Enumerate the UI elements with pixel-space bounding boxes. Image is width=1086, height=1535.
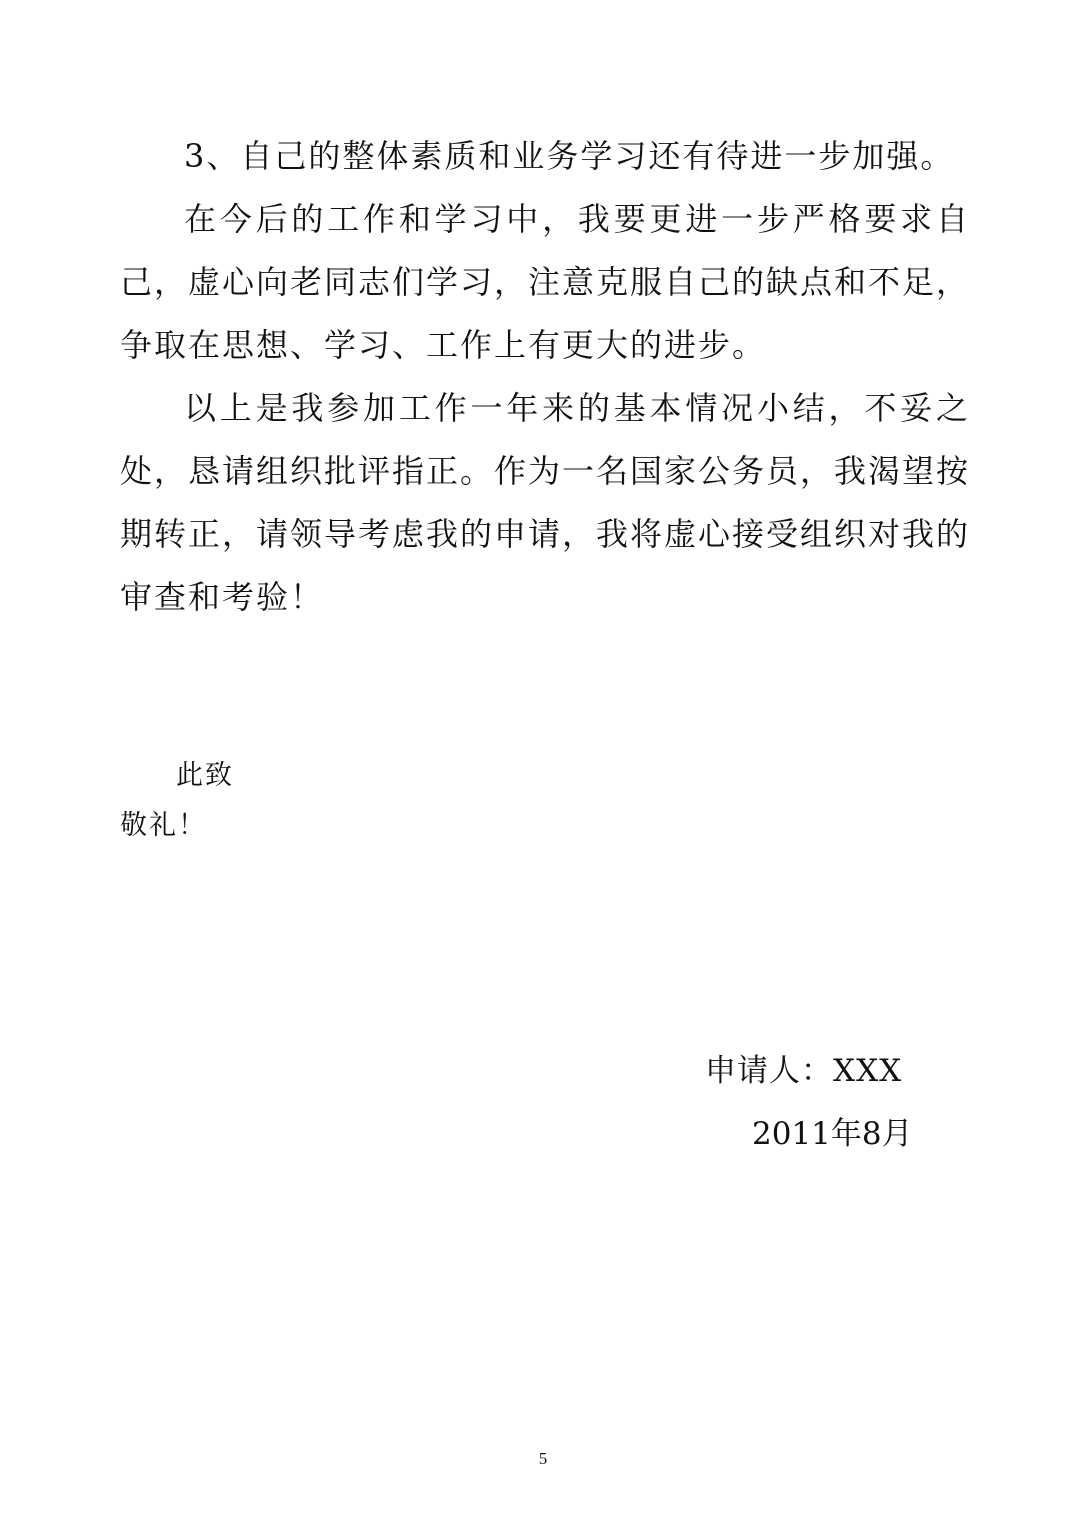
applicant-signature: 申请人：XXX (705, 1053, 903, 1089)
signature-date: 2011年8月 (752, 1116, 913, 1152)
closing-salutation: 此致 (176, 760, 234, 791)
paragraph: 在今后的工作和学习中，我要更进一步严格要求自己，虚心向老同志们学习，注意克服自己的缺点和不足，争取在思想、学习、工作上有更大的进步。 (120, 200, 971, 364)
closing-respect: 敬礼！ (120, 810, 207, 841)
paragraph: 3、自己的整体素质和业务学习还有待进一步加强。 (184, 137, 955, 175)
paragraph: 以上是我参加工作一年来的基本情况小结，不妥之处，恳请组织批评指正。作为一名国家公务员，我渴望按期转正，请领导考虑我的申请，我将虚心接受组织对我的审查和考验！ (120, 389, 971, 616)
body-text (120, 125, 970, 629)
page-number: 5 (538, 1449, 548, 1468)
